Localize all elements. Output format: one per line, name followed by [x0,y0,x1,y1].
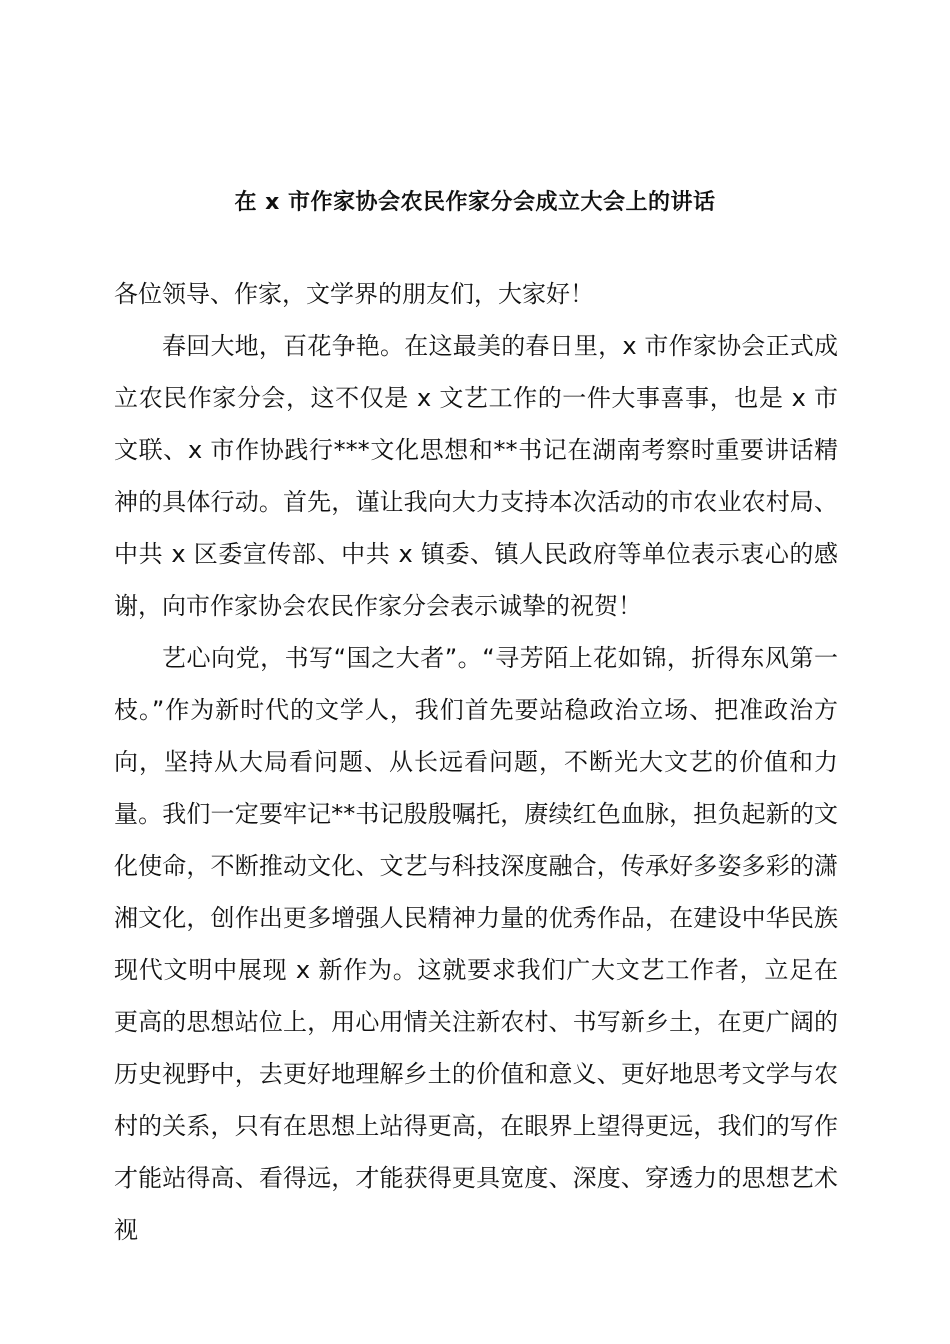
document-body [114,268,838,1256]
body-paragraph: 春回大地，百花争艳。在这最美的春日里，x 市作家协会正式成立农民作家分会，这不仅是 x 文艺工作的一件大事喜事，也是 x 市文联、x 市作协践行***文化思想和**书记在湖南考察时重要讲话精神的具体行动。首先，谨让我向大力支持本次活动的市农业农村局、中共 x 区委宣传部、中共 x 镇委、镇人民政府等单位表示衷心的感谢，向市作家协会农民作家分会表示诚挚的祝贺！ [114,332,838,620]
body-paragraph: 艺心向党，书写“国之大者”。“寻芳陌上花如锦，折得东风第一枝。”作为新时代的文学人，我们首先要站稳政治立场、把准政治方向，坚持从大局看问题、从长远看问题，不断光大文艺的价值和力量。我们一定要牢记**书记殷殷嘱托，赓续红色血脉，担负起新的文化使命，不断推动文化、文艺与科技深度融合，传承好多姿多彩的潇湘文化，创作出更多增强人民精神力量的优秀作品，在建设中华民族现代文明中展现 x 新作为。这就要求我们广大文艺工作者，立足在更高的思想站位上，用心用情关注新农村、书写新乡土，在更广阔的历史视野中，去更好地理解乡土的价值和意义、更好地思考文学与农村的关系，只有在思想上站得更高，在眼界上望得更远，我们的写作才能站得高、看得远，才能获得更具宽度、深度、穿透力的思想艺术视 [114,644,838,1244]
greeting-paragraph: 各位领导、作家，文学界的朋友们，大家好！ [114,280,594,308]
document-title: 在 x 市作家协会农民作家分会成立大会上的讲话 [234,190,716,215]
